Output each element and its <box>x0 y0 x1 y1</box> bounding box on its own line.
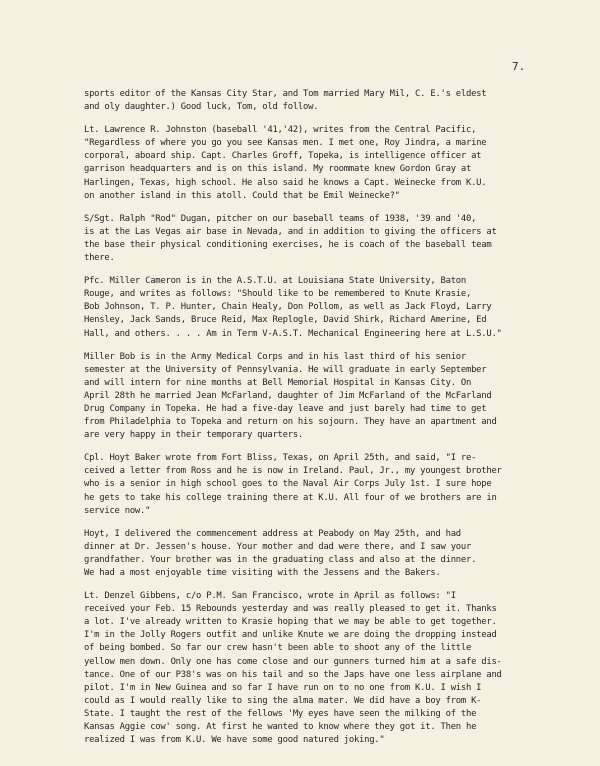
paragraph: Lt. Lawrence R. Johnston (baseball '41,'42), writes from the Central Pacific, "Regardless of where you go you see Kansas men. I met one, Roy Jindra, a marine corporal, aboard ship. Capt. Charles Groff, Topeka, is intelligence officer at garrison headquarters and is on this island. My roommate knew Gordon Gray at Harlingen, Texas, high school. He also said he knows a Capt. Weinecke from K.U. on another island in this atoll. Could that be Emil Weinecke?" <box>84 125 487 201</box>
letter-body <box>84 88 536 757</box>
paragraph: sports editor of the Kansas City Star, and Tom married Mary Mil, C. E.'s eldest and oly daughter.) Good luck, Tom, old follow. <box>84 89 487 113</box>
paragraph: Lt. Denzel Gibbens, c/o P.M. San Francisco, wrote in April as follows: "I received your Feb. 15 Rebounds yesterday and was really pleased to get it. Thanks a lot. I've already written to Krasie hoping that we may be able to get together. I'm in the Jolly Rogers outfit and unlike Knute we are doing the dropping instead of being bombed. So far our crew hasn't been able to shoot any of the little yellow men down. Only one has come close and our gunners turned him at a safe dis- tance. One of our P38's was on his tail and so the Japs have one less airplane and pilot. I'm in New Guinea and so far I have run on to no one from K.U. I wish I could as I would really like to sing the alma mater. We did have a boy from K- State. I taught the rest of the fellows 'My eyes have seen the milking of the Kansas Aggie cow' song. At first he wanted to know where they got it. Then he realized I was from K.U. We have some good natured joking." <box>84 591 502 746</box>
paragraph: Miller Bob is in the Army Medical Corps and in his last third of his senior semester at the University of Pennsylvania. He will graduate in early September and will intern for nine months at Bell Memorial Hospital in Kansas City. On April 28th he married Jean McFarland, daughter of Jim McFarland of the McFarland Drug Company in Topeka. He had a five-day leave and just barely had time to get from Philadelphia to Topeka and return on his sojourn. They have an apartment and are very happy in their temporary quarters. <box>84 351 497 441</box>
page-number: 7. <box>512 60 526 73</box>
paragraph: Cpl. Hoyt Baker wrote from Fort Bliss, Texas, on April 25th, and said, "I re- ceived a letter from Ross and he is now in Ireland. Paul, Jr., my youngest brother who is a senior in high school goes to the Naval Air Corps July 1st. I sure hope he gets to take his college training there at K.U. All four of we brothers are in service now." <box>84 453 502 516</box>
paragraph: Pfc. Miller Cameron is in the A.S.T.U. at Louisiana State University, Baton Rouge, and writes as follows: "Should like to be remembered to Knute Krasie, Bob Johnson, T. P. Hunter, Chain Healy, Don Pollom, as well as Jack Floyd, Larry Hensley, Jack Sands, Bruce Reid, Max Replogle, David Shirk, Richard Amerine, Ed Hall, and others. . . . Am in Term V-A.S.T. Mechanical Engineering here at L.S.U." <box>84 276 502 339</box>
paragraph: Hoyt, I delivered the commencement address at Peabody on May 25th, and had dinner at Dr. Jessen's house. Your mother and dad were there, and I saw your grandfather. Your brother was in the graduating class and also at the dinner. We had a most enjoyable time visiting with the Jessens and the Bakers. <box>84 528 477 578</box>
paragraph: S/Sgt. Ralph "Rod" Dugan, pitcher on our baseball teams of 1938, '39 and '40, is at the Las Vegas air base in Nevada, and in addition to giving the officers at the base their physical conditioning exercises, he is coach of the baseball team there. <box>84 213 497 264</box>
